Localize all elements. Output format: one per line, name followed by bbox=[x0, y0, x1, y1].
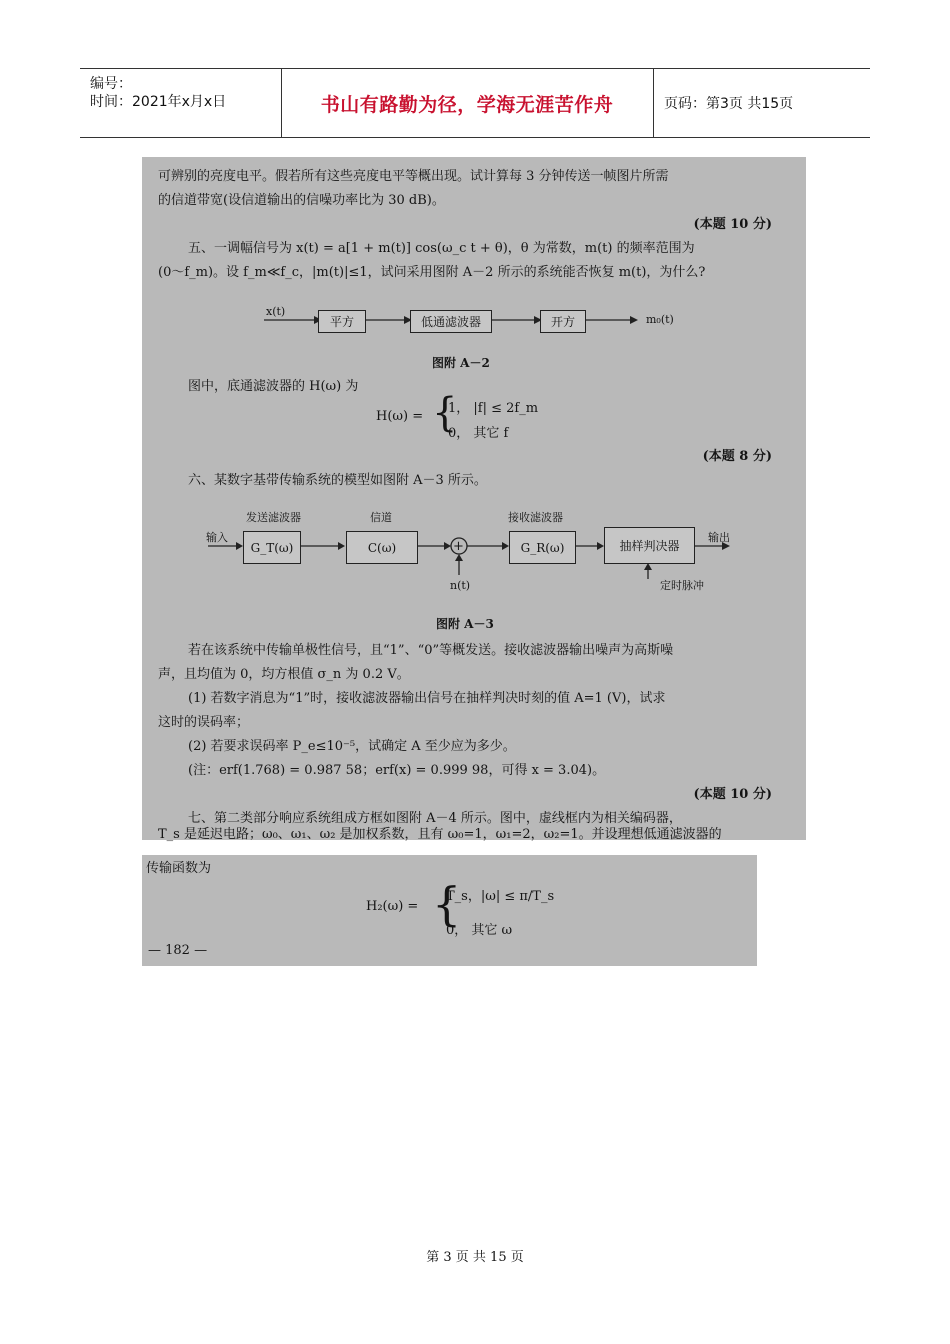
fig3-clock-label: 定时脉冲 bbox=[660, 579, 704, 592]
book-page-number: — 182 — bbox=[148, 943, 208, 958]
fig2-input-label: x(t) bbox=[266, 305, 286, 318]
formula-h-lhs: H(ω) = bbox=[376, 409, 424, 424]
header-motto-cell bbox=[281, 69, 654, 137]
text-line: 传输函数为 bbox=[146, 861, 212, 876]
formula-brace: { bbox=[432, 877, 462, 931]
text-line: 的信道带宽(设信道输出的信噪功率比为 30 dB)。 bbox=[158, 193, 445, 208]
fig3-output-label: 输出 bbox=[708, 531, 730, 544]
scanned-page-section bbox=[142, 157, 806, 840]
question-5-line: (0～f_m)。设 f_m≪f_c，|m(t)|≤1，试问采用图附 A－2 所示的系统能否恢复 m(t)，为什么? bbox=[158, 265, 706, 280]
fig2-sqrt-block: 开方 bbox=[540, 310, 586, 333]
fig3-recv-label: 接收滤波器 bbox=[508, 511, 563, 524]
formula-h2-lhs: H₂(ω) = bbox=[366, 899, 419, 914]
text-line: 若在该系统中传输单极性信号，且“1”、“0”等概发送。接收滤波器输出噪声为高斯噪 bbox=[188, 643, 674, 658]
formula-h-case: 0， 其它 f bbox=[448, 426, 509, 441]
fig3-caption: 图附 A－3 bbox=[436, 617, 494, 631]
fig3-channel-block: C(ω) bbox=[346, 531, 418, 564]
fig3-adder-symbol: + bbox=[453, 539, 464, 554]
fig2-caption: 图附 A－2 bbox=[432, 356, 490, 370]
formula-h2-case: T_s，|ω| ≤ π/T_s bbox=[446, 889, 555, 904]
question-5-line: 五、一调幅信号为 x(t) = a[1 + m(t)] cos(ω_c t + θ)，θ 为常数，m(t) 的频率范围为 bbox=[188, 241, 695, 256]
score-label: (本题 10 分) bbox=[693, 217, 772, 232]
fig2-square-block: 平方 bbox=[318, 310, 366, 333]
text-line: 声，且均值为 0，均方根值 σ_n 为 0.2 V。 bbox=[158, 667, 410, 682]
fig3-send-label: 发送滤波器 bbox=[246, 511, 301, 524]
header-meta-cell bbox=[80, 69, 282, 137]
scanned-page-section bbox=[142, 855, 757, 966]
question-7-line: T_s 是延迟电路；ω₀、ω₁、ω₂ 是加权系数，且有 ω₀=1，ω₁=2，ω₂=1。并设理想低通滤波器的 bbox=[158, 827, 722, 842]
time-label: 时间：2021年x月x日 bbox=[90, 94, 227, 110]
fig3-channel-label: 信道 bbox=[370, 511, 392, 524]
text-line: 图中，底通滤波器的 H(ω) 为 bbox=[188, 379, 359, 394]
fig3-decision-block: 抽样判决器 bbox=[604, 527, 695, 564]
text-line: (1) 若数字消息为“1”时，接收滤波器输出信号在抽样判决时刻的值 A=1 (V)，试求 bbox=[188, 691, 666, 706]
header-page-cell bbox=[654, 69, 870, 137]
formula-h2-case: 0， 其它 ω bbox=[446, 923, 513, 938]
fig2-output-label: m₀(t) bbox=[646, 313, 674, 326]
page-info: 页码：第3页 共15页 bbox=[664, 96, 794, 112]
fig2-lowpass-block: 低通滤波器 bbox=[410, 310, 492, 333]
formula-h-case: 1， |f| ≤ 2f_m bbox=[448, 401, 539, 416]
question-7-line: 七、第二类部分响应系统组成方框如图附 A－4 所示。图中，虚线框内为相关编码器， bbox=[188, 811, 682, 826]
number-label: 编号： bbox=[90, 76, 132, 92]
motto: 书山有路勤为径，学海无涯苦作舟 bbox=[320, 93, 614, 116]
fig3-receive-filter-block: G_R(ω) bbox=[509, 531, 576, 564]
formula-brace: { bbox=[432, 390, 458, 436]
score-label: (本题 8 分) bbox=[702, 449, 772, 464]
text-line: (注：erf(1.768) = 0.987 58；erf(x) = 0.999 98，可得 x = 3.04)。 bbox=[188, 763, 606, 778]
question-6-line: 六、某数字基带传输系统的模型如图附 A－3 所示。 bbox=[188, 473, 487, 488]
text-line: 这时的误码率； bbox=[158, 715, 250, 730]
score-label: (本题 10 分) bbox=[693, 787, 772, 802]
fig3-transmit-filter-block: G_T(ω) bbox=[243, 531, 301, 564]
text-line: (2) 若要求误码率 P_e≤10⁻⁵，试确定 A 至少应为多少。 bbox=[188, 739, 516, 754]
fig3-input-label: 输入 bbox=[206, 531, 228, 544]
page-header bbox=[80, 68, 870, 138]
text-line: 可辨别的亮度电平。假若所有这些亮度电平等概出现。试计算每 3 分钟传送一帧图片所需 bbox=[158, 169, 669, 184]
fig3-noise-label: n(t) bbox=[450, 579, 471, 592]
page-footer: 第 3 页 共 15 页 bbox=[426, 1250, 524, 1265]
